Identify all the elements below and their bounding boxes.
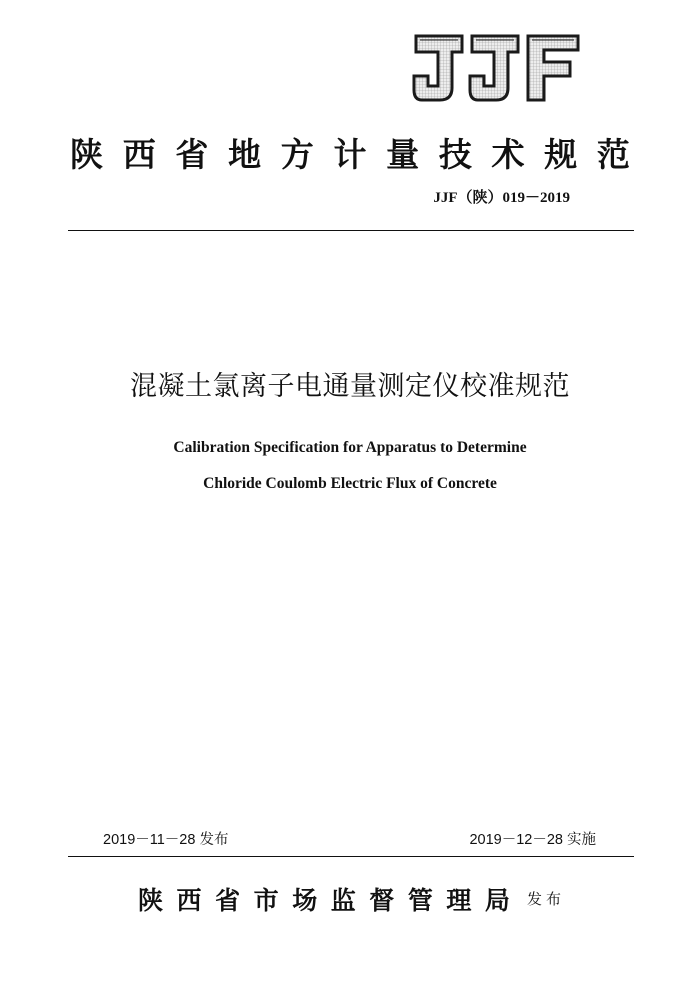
standard-code: JJF（陕）019－2019 (433, 190, 570, 206)
header-title-char: 地 (228, 134, 262, 174)
publisher-char: 监 (330, 886, 356, 915)
header-title-char: 技 (438, 134, 472, 174)
publisher-char: 市 (253, 886, 279, 915)
header-title-char: 规 (544, 134, 578, 174)
publisher-char: 西 (176, 886, 202, 915)
jjf-logo (410, 30, 582, 106)
main-title-en-line2: Chloride Coulomb Electric Flux of Concrete (203, 475, 497, 492)
publisher-char: 局 (484, 886, 510, 915)
header-title-char: 术 (491, 134, 525, 174)
publisher-char: 场 (292, 886, 318, 915)
header-title-char: 西 (122, 134, 156, 174)
header-title-char: 范 (596, 134, 630, 174)
issue-date: 2019－11－28 发布 (103, 832, 229, 848)
main-title-en-line1: Calibration Specification for Apparatus to Determine (173, 439, 527, 456)
header-title-char: 陕 (70, 134, 103, 174)
publisher-char: 陕 (138, 886, 164, 915)
logo-letter-j1 (414, 36, 462, 100)
publisher-char: 理 (446, 886, 472, 915)
logo-letter-f (528, 36, 578, 100)
header-title-char: 量 (386, 134, 420, 174)
header-divider (68, 230, 634, 231)
effective-date: 2019－12－28 实施 (469, 832, 596, 848)
publisher-char: 省 (215, 886, 241, 915)
main-title-cn: 混凝土氯离子电通量测定仪校准规范 (130, 371, 570, 402)
header-title-char: 省 (175, 134, 209, 174)
logo-letter-j2 (470, 36, 518, 100)
publisher-char: 管 (407, 886, 433, 915)
header-title-char: 计 (333, 134, 367, 174)
jjf-logo-mark (410, 30, 582, 106)
header-title-char: 方 (280, 134, 314, 174)
publish-label: 发布 (527, 890, 566, 908)
header-title (70, 128, 630, 176)
footer-divider (68, 856, 634, 857)
publisher-char: 督 (369, 886, 395, 915)
publisher-name (138, 879, 510, 919)
